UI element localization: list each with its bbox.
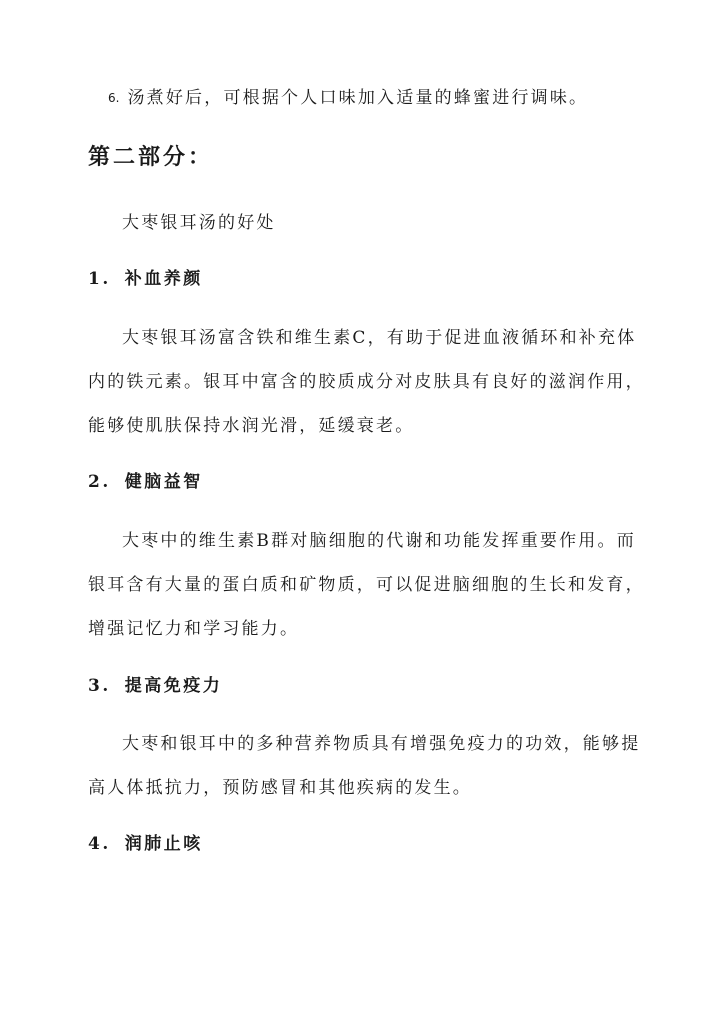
- paragraph-line: 能够使肌肤保持水润光滑，延缓衰老。: [88, 416, 415, 436]
- list-item-step-6: [108, 90, 588, 107]
- paragraph-line: 大枣银耳汤富含铁和维生素C，有助于促进血液循环和补充体: [122, 328, 637, 348]
- benefit-number: 1.: [88, 269, 111, 289]
- benefit-title: 健脑益智: [124, 472, 203, 492]
- paragraph-line: 大枣中的维生素B群对脑细胞的代谢和功能发挥重要作用。而: [122, 531, 636, 551]
- benefit-number: 2.: [88, 472, 111, 492]
- benefit-heading-1: [88, 271, 203, 288]
- section-subtitle: 大枣银耳汤的好处: [122, 213, 276, 233]
- section-title: 第二部分：: [88, 144, 214, 170]
- list-item-number: 6.: [108, 91, 120, 105]
- list-item-text: 汤煮好后，可根据个人口味加入适量的蜂蜜进行调味。: [127, 88, 589, 108]
- paragraph-line: 大枣和银耳中的多种营养物质具有增强免疫力的功效，能够提: [122, 734, 641, 754]
- benefit-title: 补血养颜: [124, 269, 203, 289]
- benefit-heading-3: [88, 678, 222, 695]
- paragraph-line: 内的铁元素。银耳中富含的胶质成分对皮肤具有良好的滋润作用，: [88, 372, 645, 392]
- paragraph-line: 增强记忆力和学习能力。: [88, 619, 300, 639]
- benefit-heading-2: [88, 474, 203, 491]
- benefit-title: 提高免疫力: [124, 676, 223, 696]
- benefit-title: 润肺止咳: [124, 834, 203, 854]
- benefit-heading-4: [88, 836, 203, 853]
- benefit-number: 4.: [88, 834, 111, 854]
- benefit-number: 3.: [88, 676, 111, 696]
- paragraph-line: 银耳含有大量的蛋白质和矿物质，可以促进脑细胞的生长和发育，: [88, 575, 645, 595]
- paragraph-line: 高人体抵抗力，预防感冒和其他疾病的发生。: [88, 778, 472, 798]
